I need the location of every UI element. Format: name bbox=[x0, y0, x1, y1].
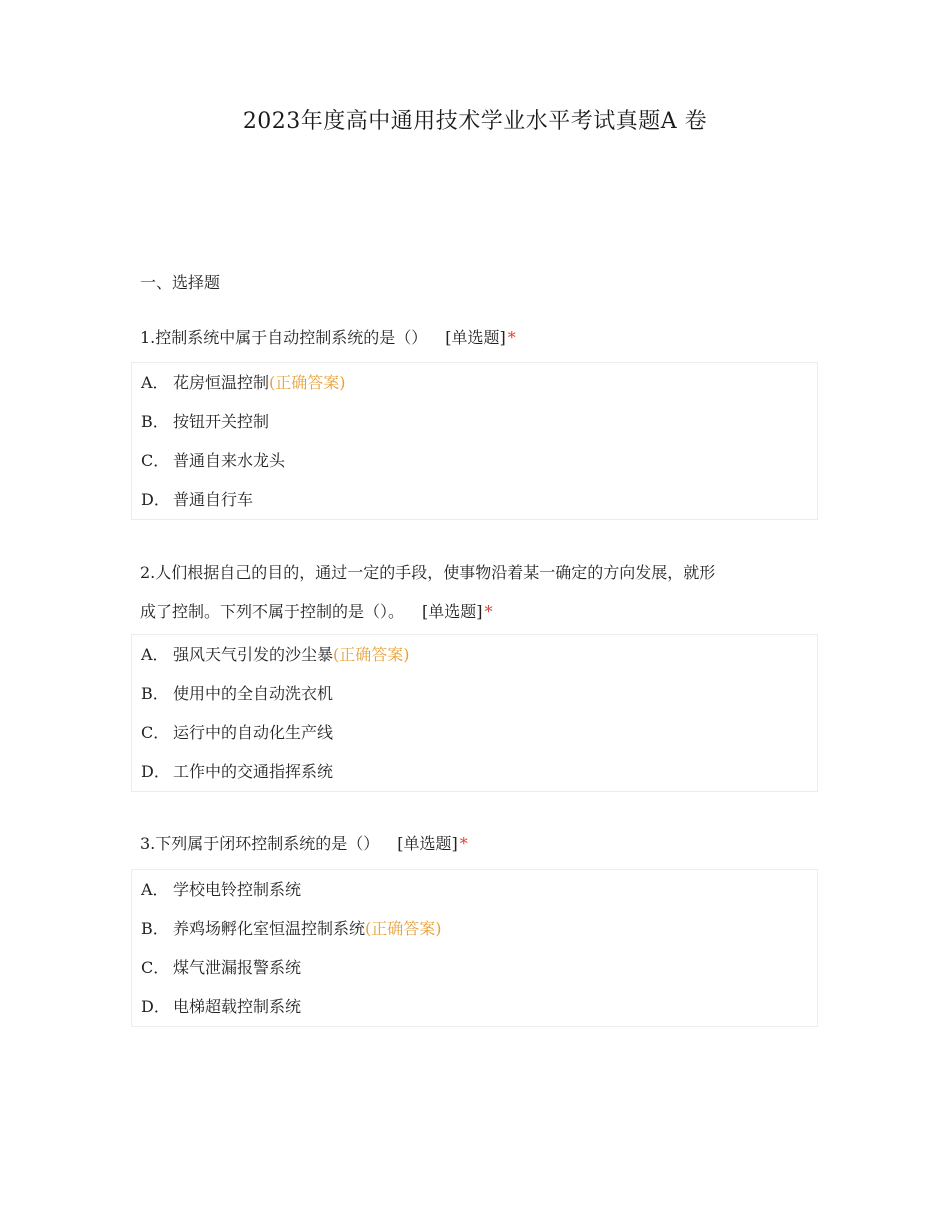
option-text: 工作中的交通指挥系统 bbox=[173, 762, 334, 781]
option-letter: B． bbox=[141, 412, 169, 431]
question-2 bbox=[140, 553, 820, 631]
question-1 bbox=[140, 318, 820, 357]
option-text: 电梯超载控制系统 bbox=[173, 997, 302, 1016]
option-text: 煤气泄漏报警系统 bbox=[173, 958, 302, 977]
option-letter: D． bbox=[141, 762, 170, 781]
correct-answer-label: (正确答案) bbox=[269, 373, 346, 392]
option-letter: A． bbox=[141, 645, 169, 664]
option-text: 学校电铃控制系统 bbox=[173, 880, 302, 899]
option-text: 运行中的自动化生产线 bbox=[173, 723, 334, 742]
question-type-label: [单选题] bbox=[445, 328, 506, 347]
option-c[interactable] bbox=[132, 948, 817, 987]
option-text: 花房恒温控制 bbox=[173, 373, 270, 392]
option-text: 强风天气引发的沙尘暴 bbox=[173, 645, 334, 664]
option-text: 养鸡场孵化室恒温控制系统 bbox=[173, 919, 366, 938]
option-d[interactable] bbox=[132, 480, 817, 519]
option-d[interactable] bbox=[132, 987, 817, 1026]
question-type-label: [单选题] bbox=[397, 834, 458, 853]
option-b[interactable] bbox=[132, 674, 817, 713]
option-letter: D． bbox=[141, 490, 170, 509]
required-star: * bbox=[484, 602, 493, 621]
option-a[interactable] bbox=[132, 363, 817, 402]
option-letter: C． bbox=[141, 958, 170, 977]
option-letter: D． bbox=[141, 997, 170, 1016]
option-b[interactable] bbox=[132, 909, 817, 948]
option-letter: B． bbox=[141, 684, 169, 703]
correct-answer-label: (正确答案) bbox=[365, 919, 442, 938]
option-d[interactable] bbox=[132, 752, 817, 791]
options-list bbox=[131, 362, 818, 520]
option-b[interactable] bbox=[132, 402, 817, 441]
option-text: 普通自来水龙头 bbox=[173, 451, 286, 470]
option-letter: C． bbox=[141, 723, 170, 742]
option-letter: A． bbox=[141, 373, 169, 392]
option-a[interactable] bbox=[132, 870, 817, 909]
option-letter: A． bbox=[141, 880, 169, 899]
question-3 bbox=[140, 824, 820, 863]
document-title: 2023年度高中通用技术学业水平考试真题A 卷 bbox=[242, 109, 708, 134]
question-text-line-1: 2.人们根据自己的目的，通过一定的手段，使事物沿着某一确定的方向发展，就形 bbox=[140, 563, 716, 582]
section-heading: 一、选择题 bbox=[140, 273, 221, 292]
option-letter: B． bbox=[141, 919, 169, 938]
question-text: 3.下列属于闭环控制系统的是（） bbox=[140, 834, 380, 853]
options-list bbox=[131, 634, 818, 792]
option-letter: C． bbox=[141, 451, 170, 470]
question-text-line-2: 成了控制。下列不属于控制的是（）。 bbox=[140, 602, 405, 621]
option-a[interactable] bbox=[132, 635, 817, 674]
question-text: 1.控制系统中属于自动控制系统的是（） bbox=[140, 328, 428, 347]
option-text: 按钮开关控制 bbox=[173, 412, 270, 431]
question-type-label: [单选题] bbox=[422, 602, 483, 621]
required-star: * bbox=[459, 834, 468, 853]
options-list bbox=[131, 869, 818, 1027]
required-star: * bbox=[507, 328, 516, 347]
option-text: 使用中的全自动洗衣机 bbox=[173, 684, 334, 703]
option-text: 普通自行车 bbox=[173, 490, 254, 509]
correct-answer-label: (正确答案) bbox=[333, 645, 410, 664]
option-c[interactable] bbox=[132, 441, 817, 480]
option-c[interactable] bbox=[132, 713, 817, 752]
